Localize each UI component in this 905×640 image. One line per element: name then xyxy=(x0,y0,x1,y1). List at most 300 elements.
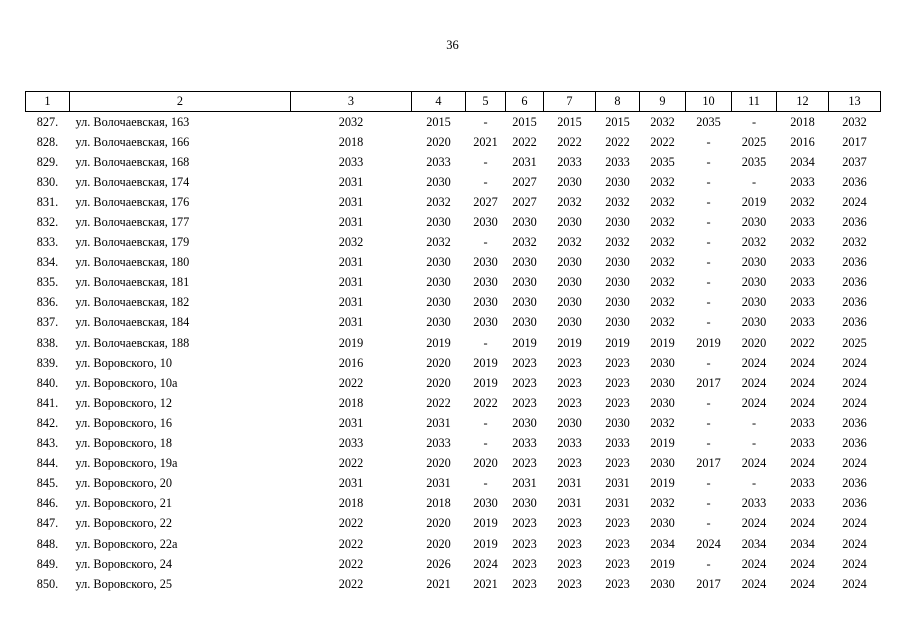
year-cell: 2033 xyxy=(790,215,815,230)
row-number-cell: 844. xyxy=(36,456,59,471)
year-cell: - xyxy=(706,315,711,330)
year-cell: 2023 xyxy=(605,536,630,551)
year-cell: 2030 xyxy=(426,275,451,290)
table-row xyxy=(26,333,881,353)
year-cell: 2027 xyxy=(473,194,498,209)
row-number-cell: 831. xyxy=(36,194,59,209)
year-cell: 2030 xyxy=(557,315,582,330)
year-cell: - xyxy=(706,556,711,571)
table-row xyxy=(26,253,881,273)
year-cell: 2036 xyxy=(842,476,867,491)
year-cell: 2030 xyxy=(426,215,451,230)
year-cell: 2024 xyxy=(741,355,767,370)
year-cell: 2032 xyxy=(650,315,675,330)
year-cell: 2024 xyxy=(790,395,815,410)
year-cell: 2030 xyxy=(605,295,630,310)
year-cell: 2023 xyxy=(557,576,582,591)
column-header-13: 13 xyxy=(829,92,881,112)
year-cell: 2031 xyxy=(557,476,582,491)
year-cell: 2030 xyxy=(605,415,630,430)
row-number-cell: 829. xyxy=(36,154,59,169)
column-header-11: 11 xyxy=(732,92,777,112)
address-cell: ул. Воровского, 24 xyxy=(75,556,173,571)
year-cell: 2030 xyxy=(473,215,498,230)
year-cell: 2032 xyxy=(650,496,675,511)
year-cell: 2019 xyxy=(557,335,582,350)
year-cell: 2024 xyxy=(842,556,867,571)
year-cell: 2032 xyxy=(842,235,867,250)
row-number-cell: 838. xyxy=(36,335,59,350)
year-cell: 2030 xyxy=(426,174,451,189)
address-cell: ул. Воровского, 20 xyxy=(75,476,173,491)
year-cell: 2030 xyxy=(426,255,451,270)
row-number-cell: 840. xyxy=(36,375,59,390)
year-cell: 2034 xyxy=(790,536,815,551)
year-cell: - xyxy=(706,235,711,250)
year-cell: 2020 xyxy=(426,536,451,551)
year-cell: 2023 xyxy=(605,516,630,531)
year-cell: 2032 xyxy=(557,194,582,209)
row-number-cell: 828. xyxy=(36,134,59,149)
year-cell: 2030 xyxy=(605,315,630,330)
year-cell: 2031 xyxy=(605,496,630,511)
address-cell: ул. Волочаевская, 180 xyxy=(75,255,190,270)
year-cell: 2030 xyxy=(512,275,537,290)
table-row xyxy=(26,514,881,534)
address-cell: ул. Воровского, 19а xyxy=(75,456,178,471)
year-cell: 2030 xyxy=(650,456,675,471)
year-cell: 2023 xyxy=(557,556,582,571)
year-cell: - xyxy=(751,174,757,189)
address-cell: ул. Воровского, 16 xyxy=(75,415,173,430)
table-row xyxy=(26,413,881,433)
table-row xyxy=(26,554,881,574)
year-cell: 2032 xyxy=(338,235,364,250)
year-cell: 2033 xyxy=(605,436,630,451)
year-cell: 2015 xyxy=(557,114,582,129)
year-cell: 2036 xyxy=(842,255,867,270)
year-cell: 2031 xyxy=(338,415,364,430)
address-cell: ул. Волочаевская, 188 xyxy=(75,335,190,350)
year-cell: 2024 xyxy=(842,456,867,471)
year-cell: 2032 xyxy=(650,255,675,270)
year-cell: 2023 xyxy=(605,456,630,471)
year-cell: 2023 xyxy=(605,576,630,591)
column-header-8: 8 xyxy=(596,92,640,112)
year-cell: 2019 xyxy=(473,516,498,531)
table-row xyxy=(26,233,881,253)
row-number-cell: 827. xyxy=(36,114,59,129)
year-cell: 2032 xyxy=(650,194,675,209)
year-cell: 2031 xyxy=(338,275,364,290)
year-cell: 2035 xyxy=(741,154,767,169)
year-cell: 2031 xyxy=(338,315,364,330)
year-cell: - xyxy=(706,134,711,149)
row-number-cell: 832. xyxy=(36,215,59,230)
table-row xyxy=(26,152,881,172)
year-cell: 2024 xyxy=(842,194,867,209)
year-cell: - xyxy=(483,436,488,451)
year-cell: 2024 xyxy=(842,395,867,410)
year-cell: 2031 xyxy=(338,476,364,491)
year-cell: 2030 xyxy=(512,295,537,310)
year-cell: 2015 xyxy=(512,114,537,129)
year-cell: 2018 xyxy=(338,395,364,410)
table-row xyxy=(26,172,881,192)
year-cell: 2019 xyxy=(650,556,675,571)
year-cell: 2032 xyxy=(741,235,767,250)
row-number-cell: 837. xyxy=(36,315,59,330)
year-cell: 2030 xyxy=(605,215,630,230)
year-cell: 2019 xyxy=(741,194,767,209)
address-cell: ул. Волочаевская, 176 xyxy=(75,194,190,209)
year-cell: - xyxy=(706,436,711,451)
header-row xyxy=(26,92,881,112)
table-row xyxy=(26,273,881,293)
year-cell: 2033 xyxy=(426,154,451,169)
year-cell: 2036 xyxy=(842,496,867,511)
year-cell: 2030 xyxy=(557,215,582,230)
year-cell: 2018 xyxy=(790,114,815,129)
year-cell: 2030 xyxy=(741,295,767,310)
year-cell: - xyxy=(706,476,711,491)
table-row xyxy=(26,494,881,514)
year-cell: 2031 xyxy=(512,154,537,169)
year-cell: 2022 xyxy=(557,134,582,149)
address-cell: ул. Волочаевская, 168 xyxy=(75,154,190,169)
year-cell: 2033 xyxy=(790,436,815,451)
year-cell: 2032 xyxy=(338,114,364,129)
year-cell: 2030 xyxy=(473,295,498,310)
year-cell: 2031 xyxy=(605,476,630,491)
year-cell: 2030 xyxy=(557,415,582,430)
year-cell: 2030 xyxy=(557,174,582,189)
table-row xyxy=(26,373,881,393)
year-cell: 2032 xyxy=(650,295,675,310)
column-header-2: 2 xyxy=(70,92,291,112)
year-cell: 2024 xyxy=(842,375,867,390)
year-cell: 2036 xyxy=(842,275,867,290)
year-cell: 2024 xyxy=(790,556,815,571)
row-number-cell: 835. xyxy=(36,275,59,290)
year-cell: 2022 xyxy=(338,536,364,551)
year-cell: 2036 xyxy=(842,315,867,330)
year-cell: - xyxy=(706,194,711,209)
year-cell: 2030 xyxy=(512,496,537,511)
table-row xyxy=(26,474,881,494)
year-cell: 2031 xyxy=(338,215,364,230)
table-row xyxy=(26,132,881,152)
year-cell: 2017 xyxy=(842,134,867,149)
year-cell: - xyxy=(706,255,711,270)
year-cell: 2024 xyxy=(741,375,767,390)
year-cell: 2033 xyxy=(790,255,815,270)
year-cell: 2024 xyxy=(790,375,815,390)
year-cell: 2023 xyxy=(557,375,582,390)
year-cell: 2033 xyxy=(790,295,815,310)
year-cell: 2032 xyxy=(650,215,675,230)
year-cell: 2033 xyxy=(790,174,815,189)
year-cell: 2033 xyxy=(338,154,364,169)
year-cell: - xyxy=(706,415,711,430)
year-cell: - xyxy=(706,516,711,531)
year-cell: 2024 xyxy=(741,395,767,410)
year-cell: 2017 xyxy=(696,456,721,471)
year-cell: 2019 xyxy=(650,436,675,451)
row-number-cell: 833. xyxy=(36,235,59,250)
year-cell: 2023 xyxy=(512,536,537,551)
year-cell: 2023 xyxy=(512,456,537,471)
year-cell: 2023 xyxy=(557,456,582,471)
year-cell: 2027 xyxy=(512,194,537,209)
row-number-cell: 850. xyxy=(36,576,59,591)
year-cell: 2022 xyxy=(512,134,537,149)
year-cell: 2027 xyxy=(512,174,537,189)
year-cell: 2021 xyxy=(473,134,498,149)
year-cell: 2019 xyxy=(696,335,721,350)
year-cell: 2033 xyxy=(426,436,451,451)
year-cell: 2025 xyxy=(842,335,867,350)
year-cell: 2030 xyxy=(512,415,537,430)
year-cell: 2018 xyxy=(338,134,364,149)
year-cell: 2022 xyxy=(650,134,675,149)
year-cell: 2023 xyxy=(605,556,630,571)
row-number-cell: 843. xyxy=(36,436,59,451)
address-cell: ул. Воровского, 10а xyxy=(75,375,178,390)
address-cell: ул. Волочаевская, 166 xyxy=(75,134,190,149)
year-cell: - xyxy=(483,335,488,350)
year-cell: 2030 xyxy=(650,375,675,390)
address-cell: ул. Воровского, 22а xyxy=(75,536,178,551)
column-header-3: 3 xyxy=(291,92,412,112)
table-body xyxy=(26,112,881,595)
year-cell: 2018 xyxy=(338,496,364,511)
year-cell: 2033 xyxy=(790,415,815,430)
address-cell: ул. Волочаевская, 179 xyxy=(75,235,190,250)
year-cell: 2016 xyxy=(790,134,815,149)
address-cell: ул. Волочаевская, 182 xyxy=(75,295,190,310)
year-cell: 2032 xyxy=(650,275,675,290)
year-cell: 2032 xyxy=(650,174,675,189)
year-cell: 2033 xyxy=(605,154,630,169)
year-cell: 2020 xyxy=(426,516,451,531)
year-cell: 2018 xyxy=(426,496,451,511)
year-cell: 2017 xyxy=(696,375,721,390)
year-cell: 2036 xyxy=(842,415,867,430)
year-cell: 2024 xyxy=(741,516,767,531)
year-cell: 2034 xyxy=(650,536,675,551)
year-cell: 2036 xyxy=(842,174,867,189)
year-cell: 2024 xyxy=(842,355,867,370)
year-cell: 2017 xyxy=(696,576,721,591)
year-cell: 2030 xyxy=(473,275,498,290)
year-cell: 2023 xyxy=(512,395,537,410)
year-cell: 2023 xyxy=(512,375,537,390)
year-cell: 2019 xyxy=(338,335,364,350)
year-cell: 2024 xyxy=(790,576,815,591)
year-cell: 2030 xyxy=(650,355,675,370)
year-cell: 2020 xyxy=(741,335,767,350)
year-cell: 2031 xyxy=(426,476,451,491)
table-row xyxy=(26,313,881,333)
year-cell: 2032 xyxy=(842,114,867,129)
page-number: 36 xyxy=(446,38,459,52)
year-cell: 2022 xyxy=(338,516,364,531)
year-cell: 2030 xyxy=(650,516,675,531)
table-row xyxy=(26,112,881,133)
year-cell: - xyxy=(483,476,488,491)
table-row xyxy=(26,353,881,373)
year-cell: 2020 xyxy=(426,375,451,390)
year-cell: 2032 xyxy=(650,235,675,250)
year-cell: 2021 xyxy=(426,576,451,591)
year-cell: 2032 xyxy=(557,235,582,250)
year-cell: - xyxy=(706,154,711,169)
year-cell: - xyxy=(483,154,488,169)
year-cell: - xyxy=(751,436,757,451)
year-cell: 2023 xyxy=(512,355,537,370)
year-cell: 2030 xyxy=(605,255,630,270)
year-cell: 2025 xyxy=(741,134,767,149)
year-cell: 2019 xyxy=(512,335,537,350)
table-row xyxy=(26,393,881,413)
year-cell: 2032 xyxy=(650,114,675,129)
year-cell: 2024 xyxy=(790,456,815,471)
year-cell: - xyxy=(706,174,711,189)
year-cell: - xyxy=(483,114,488,129)
address-cell: ул. Воровского, 10 xyxy=(75,355,173,370)
row-number-cell: 830. xyxy=(36,174,59,189)
year-cell: 2020 xyxy=(473,456,498,471)
year-cell: 2024 xyxy=(842,516,867,531)
year-cell: 2033 xyxy=(741,496,767,511)
year-cell: 2033 xyxy=(790,275,815,290)
table-row xyxy=(26,212,881,232)
year-cell: 2030 xyxy=(741,255,767,270)
address-cell: ул. Волочаевская, 177 xyxy=(75,215,190,230)
year-cell: - xyxy=(751,415,757,430)
column-header-1: 1 xyxy=(26,92,70,112)
year-cell: - xyxy=(706,295,711,310)
year-cell: 2031 xyxy=(338,255,364,270)
year-cell: 2031 xyxy=(426,415,451,430)
row-number-cell: 845. xyxy=(36,476,59,491)
year-cell: 2032 xyxy=(790,194,815,209)
year-cell: 2030 xyxy=(741,215,767,230)
year-cell: 2022 xyxy=(338,456,364,471)
year-cell: - xyxy=(483,415,488,430)
year-cell: 2024 xyxy=(696,536,721,551)
year-cell: - xyxy=(483,174,488,189)
year-cell: 2023 xyxy=(512,576,537,591)
row-number-cell: 839. xyxy=(36,355,59,370)
year-cell: 2022 xyxy=(338,556,364,571)
year-cell: 2036 xyxy=(842,295,867,310)
table-row xyxy=(26,434,881,454)
year-cell: 2019 xyxy=(473,355,498,370)
year-cell: - xyxy=(751,114,757,129)
year-cell: 2022 xyxy=(605,134,630,149)
year-cell: 2022 xyxy=(338,576,364,591)
year-cell: 2019 xyxy=(605,335,630,350)
year-cell: 2037 xyxy=(842,154,867,169)
year-cell: 2031 xyxy=(338,194,364,209)
year-cell: 2024 xyxy=(473,556,498,571)
column-header-6: 6 xyxy=(506,92,544,112)
year-cell: 2032 xyxy=(426,235,451,250)
address-cell: ул. Воровского, 25 xyxy=(75,576,173,591)
table-row xyxy=(26,574,881,594)
year-cell: 2023 xyxy=(605,355,630,370)
year-cell: - xyxy=(706,275,711,290)
year-cell: 2032 xyxy=(426,194,451,209)
year-cell: 2030 xyxy=(650,395,675,410)
year-cell: 2022 xyxy=(473,395,498,410)
year-cell: 2015 xyxy=(605,114,630,129)
year-cell: 2031 xyxy=(512,476,537,491)
address-cell: ул. Волочаевская, 174 xyxy=(75,174,190,189)
year-cell: 2033 xyxy=(557,154,582,169)
address-cell: ул. Воровского, 21 xyxy=(75,496,173,511)
data-table xyxy=(25,91,881,594)
year-cell: 2019 xyxy=(650,335,675,350)
year-cell: 2023 xyxy=(512,516,537,531)
year-cell: 2024 xyxy=(741,576,767,591)
year-cell: 2030 xyxy=(650,576,675,591)
row-number-cell: 846. xyxy=(36,496,59,511)
year-cell: 2023 xyxy=(557,516,582,531)
year-cell: 2024 xyxy=(842,536,867,551)
year-cell: - xyxy=(751,476,757,491)
column-header-9: 9 xyxy=(640,92,686,112)
year-cell: 2024 xyxy=(741,556,767,571)
year-cell: 2030 xyxy=(512,215,537,230)
year-cell: 2030 xyxy=(557,295,582,310)
table-row xyxy=(26,293,881,313)
year-cell: 2030 xyxy=(741,275,767,290)
year-cell: 2030 xyxy=(426,295,451,310)
table-row xyxy=(26,454,881,474)
year-cell: 2030 xyxy=(512,255,537,270)
address-cell: ул. Воровского, 18 xyxy=(75,436,173,451)
year-cell: 2033 xyxy=(512,436,537,451)
year-cell: 2022 xyxy=(790,335,815,350)
year-cell: 2030 xyxy=(473,255,498,270)
year-cell: 2033 xyxy=(790,496,815,511)
year-cell: 2020 xyxy=(426,355,451,370)
column-header-12: 12 xyxy=(777,92,829,112)
address-cell: ул. Волочаевская, 181 xyxy=(75,275,190,290)
year-cell: 2019 xyxy=(426,335,451,350)
year-cell: 2030 xyxy=(557,275,582,290)
year-cell: 2023 xyxy=(605,375,630,390)
address-cell: ул. Волочаевская, 184 xyxy=(75,315,190,330)
row-number-cell: 841. xyxy=(36,395,59,410)
year-cell: 2032 xyxy=(605,235,630,250)
year-cell: 2036 xyxy=(842,215,867,230)
year-cell: 2015 xyxy=(426,114,451,129)
year-cell: 2019 xyxy=(473,536,498,551)
year-cell: 2030 xyxy=(741,315,767,330)
year-cell: 2031 xyxy=(338,174,364,189)
year-cell: 2033 xyxy=(790,476,815,491)
year-cell: 2031 xyxy=(338,295,364,310)
year-cell: 2033 xyxy=(338,436,364,451)
year-cell: 2034 xyxy=(790,154,815,169)
year-cell: 2023 xyxy=(605,395,630,410)
year-cell: 2023 xyxy=(557,395,582,410)
column-header-4: 4 xyxy=(412,92,466,112)
